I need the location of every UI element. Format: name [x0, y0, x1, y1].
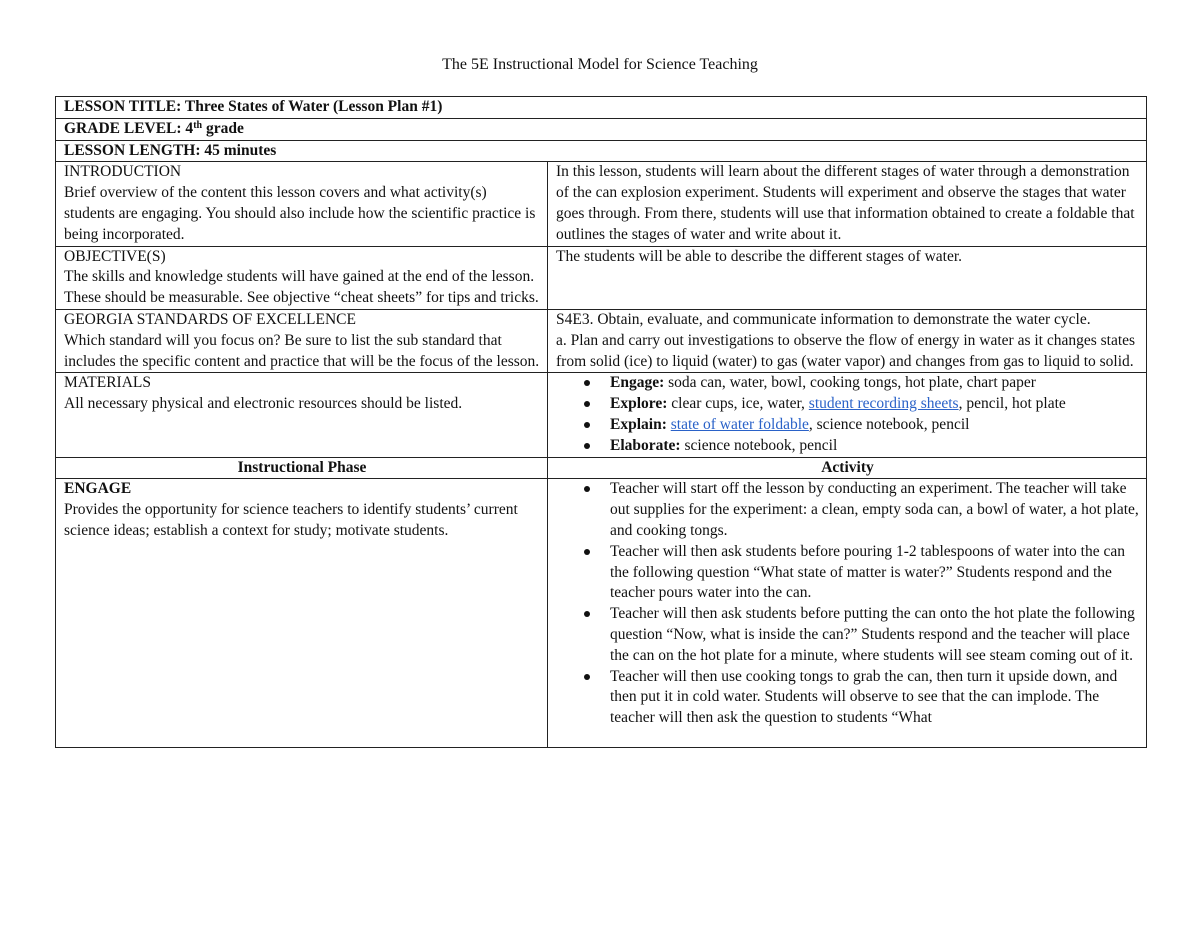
introduction-answer: In this lesson, students will learn about the different stages of water through a demonstration of the can explosion experiment. Students will experiment and observe the stages that water goes through. From there, students will use that information obtained to create a foldable that outlines the stages of water and write about it.	[548, 162, 1147, 246]
grade-level: GRADE LEVEL: 4th grade	[56, 118, 1147, 140]
lesson-plan-table	[55, 96, 1147, 748]
materials-heading: MATERIALS	[64, 374, 151, 392]
objectives-row	[56, 246, 1147, 309]
objectives-answer: The students will be able to describe the different stages of water.	[548, 246, 1147, 309]
materials-elaborate: Elaborate: science notebook, pencil	[610, 436, 1139, 457]
lesson-length: LESSON LENGTH: 45 minutes	[56, 140, 1147, 162]
lesson-title: LESSON TITLE: Three States of Water (Lesson Plan #1)	[56, 97, 1147, 119]
engage-prompt: Provides the opportunity for science teachers to identify students’ current science ideas; establish a context for study; motivate students.	[64, 501, 518, 539]
materials-row	[56, 373, 1147, 457]
engage-cell	[56, 479, 548, 748]
materials-prompt: All necessary physical and electronic resources should be listed.	[64, 395, 463, 413]
lesson-length-row	[56, 140, 1147, 162]
grade-level-row	[56, 118, 1147, 140]
standards-row	[56, 309, 1147, 372]
activity-header: Activity	[548, 457, 1147, 479]
lesson-title-row	[56, 97, 1147, 119]
materials-explore: Explore: clear cups, ice, water, student recording sheets, pencil, hot plate	[610, 394, 1139, 415]
engage-activities-clip	[556, 479, 1139, 747]
engage-activity: Teacher will then ask students before pouring 1-2 tablespoons of water into the can the following question “What state of matter is water?” Students respond and the teacher pours water into the can.	[610, 542, 1139, 604]
engage-activities-cell	[548, 479, 1147, 748]
document-title: The 5E Instructional Model for Science Teaching	[442, 56, 758, 73]
standard-s4e3: S4E3. Obtain, evaluate, and communicate information to demonstrate the water cycle.	[556, 310, 1091, 328]
instructional-phase-header: Instructional Phase	[56, 457, 548, 479]
objectives-cell	[56, 246, 548, 309]
materials-list	[556, 373, 1139, 456]
engage-activity: Teacher will start off the lesson by conducting an experiment. The teacher will take out supplies for the experiment: a clean, empty soda can, a bowl of water, a hot plate, and cooking tongs.	[610, 479, 1139, 541]
introduction-heading: INTRODUCTION	[64, 163, 182, 181]
introduction-cell	[56, 162, 548, 246]
standards-answer	[548, 309, 1147, 372]
state-of-water-foldable-link[interactable]: state of water foldable	[670, 415, 809, 433]
standards-cell	[56, 309, 548, 372]
phase-header-row	[56, 457, 1147, 479]
objectives-heading: OBJECTIVE(S)	[64, 247, 166, 265]
student-recording-sheets-link[interactable]: student recording sheets	[808, 395, 959, 413]
engage-activity: Teacher will then ask students before putting the can onto the hot plate the following question “Now, what is inside the can?” Students respond and the teacher will place the can on the hot plate for a minute, where students will see steam coming out of it.	[610, 604, 1139, 666]
standards-heading: GEORGIA STANDARDS OF EXCELLENCE	[64, 310, 356, 328]
standards-prompt: Which standard will you focus on? Be sure to list the sub standard that includes the specific content and practice that will be the focus of the lesson.	[64, 331, 540, 370]
materials-list-cell	[548, 373, 1147, 457]
engage-row	[56, 479, 1147, 748]
engage-activities	[556, 479, 1139, 729]
introduction-row	[56, 162, 1147, 246]
materials-explain: Explain: state of water foldable, science notebook, pencil	[610, 415, 1139, 436]
materials-engage: Engage: soda can, water, bowl, cooking tongs, hot plate, chart paper	[610, 373, 1139, 394]
objectives-prompt: The skills and knowledge students will have gained at the end of the lesson. These should be measurable. See objective “cheat sheets” for tips and tricks.	[64, 268, 539, 307]
standard-s4e3-a: a. Plan and carry out investigations to observe the flow of energy in water as it changes states from solid (ice) to liquid (water) to gas (water vapor) and changes from gas to liquid to solid.	[556, 331, 1136, 370]
engage-heading: ENGAGE	[64, 480, 132, 498]
engage-activity: Teacher will then use cooking tongs to grab the can, then turn it upside down, and then put it in cold water. Students will observe to see that the can implode. The teacher will then ask the question to students “What	[610, 667, 1139, 729]
materials-cell	[56, 373, 548, 457]
introduction-prompt: Brief overview of the content this lesson covers and what activity(s) students are engaging. You should also include how the scientific practice is being incorporated.	[64, 184, 536, 243]
